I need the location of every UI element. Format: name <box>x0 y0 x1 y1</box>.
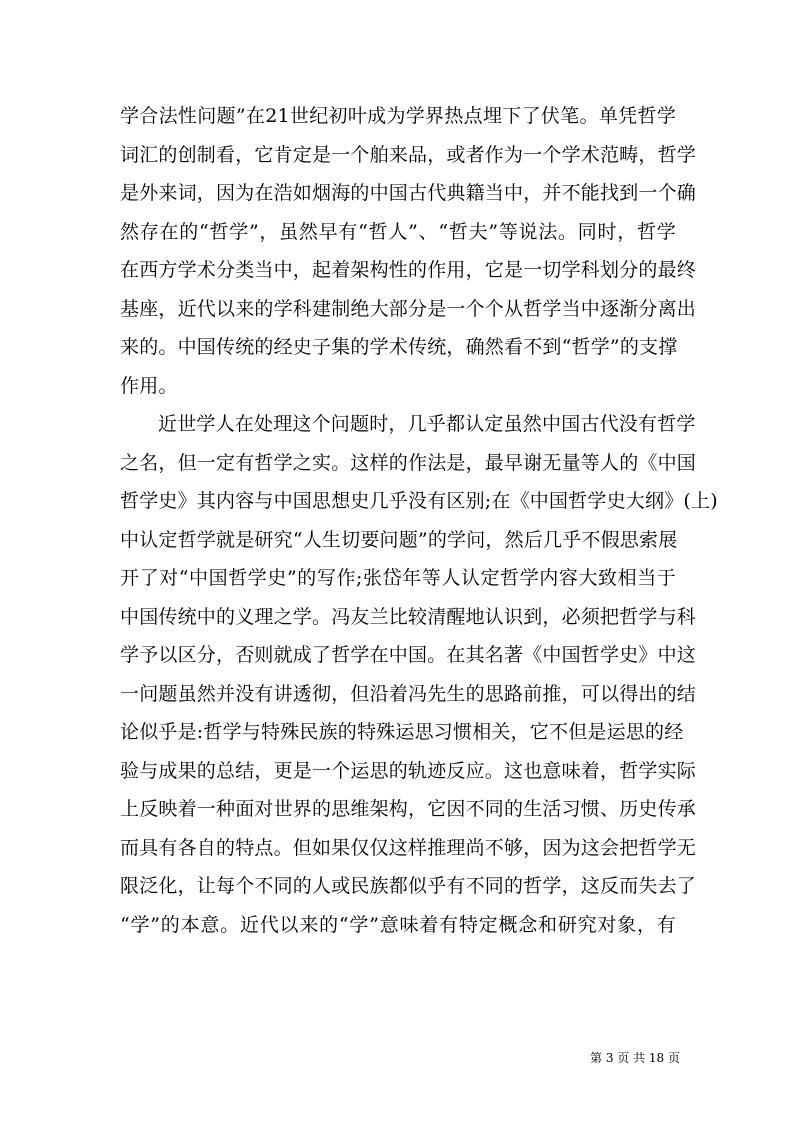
text-line: 近世学人在处理这个问题时，几乎都认定虽然中国古代没有哲学 <box>158 413 696 435</box>
page-number: 第 3 页 共 18 页 <box>590 1051 680 1065</box>
text-line: 论似乎是:哲学与特殊民族的特殊运思习惯相关，它不但是运思的经 <box>120 721 684 743</box>
text-line: 之名，但一定有哲学之实。这样的作法是，最早谢无量等人的《中国 <box>120 451 697 474</box>
text-line: 上反映着一种面对世界的思维架构，它因不同的生活习惯、历史传承 <box>120 798 697 820</box>
text-line: 一问题虽然并没有讲透彻，但沿着冯先生的思路前推，可以得出的结 <box>120 682 697 705</box>
text-line: 基座，近代以来的学科建制绝大部分是一个个从哲学当中逐渐分离出 <box>120 297 697 320</box>
text-line: 中认定哲学就是研究“人生切要问题”的学问，然后几乎不假思索展 <box>120 528 678 551</box>
text-line: 是外来词，因为在浩如烟海的中国古代典籍当中，并不能找到一个确 <box>120 182 697 204</box>
text-line: 来的。中国传统的经史子集的学术传统，确然看不到“哲学”的支撑 <box>120 336 678 358</box>
text-line: 在西方学术分类当中，起着架构性的作用，它是一切学科划分的最终 <box>120 259 697 281</box>
text-line: 中国传统中的义理之学。冯友兰比较清醒地认识到，必须把哲学与科 <box>120 605 697 628</box>
text-line: 验与成果的总结，更是一个运思的轨迹反应。这也意味着，哲学实际 <box>120 759 697 782</box>
text-line: 而具有各自的特点。但如果仅仅这样推理尚不够，因为这会把哲学无 <box>120 836 697 859</box>
text-line: 作用。 <box>120 374 178 397</box>
text-line: 然存在的“哲学”，虽然早有“哲人”、“哲夫”等说法。同时，哲学 <box>120 220 676 243</box>
text-line: “学”的本意。近代以来的“学”意味着有特定概念和研究对象，有 <box>120 913 676 936</box>
text-line: 学合法性问题”在21世纪初叶成为学界热点埋下了伏笔。单凭哲学 <box>120 105 676 127</box>
text-line: 词汇的创制看，它肯定是一个舶来品，或者作为一个学术范畴，哲学 <box>120 143 697 166</box>
text-line: 哲学史》其内容与中国思想史几乎没有区别;在《中国哲学史大纲》(上) <box>120 490 718 512</box>
text-line: 学予以区分，否则就成了哲学在中国。在其名著《中国哲学史》中这 <box>120 644 697 666</box>
text-line: 开了对“中国哲学史”的写作;张岱年等人认定哲学内容大致相当于 <box>120 567 676 589</box>
paragraph-2 <box>120 405 718 944</box>
document-body <box>120 97 718 944</box>
paragraph-1 <box>120 97 697 405</box>
text-line: 限泛化，让每个不同的人或民族都似乎有不同的哲学，这反而失去了 <box>120 875 697 897</box>
